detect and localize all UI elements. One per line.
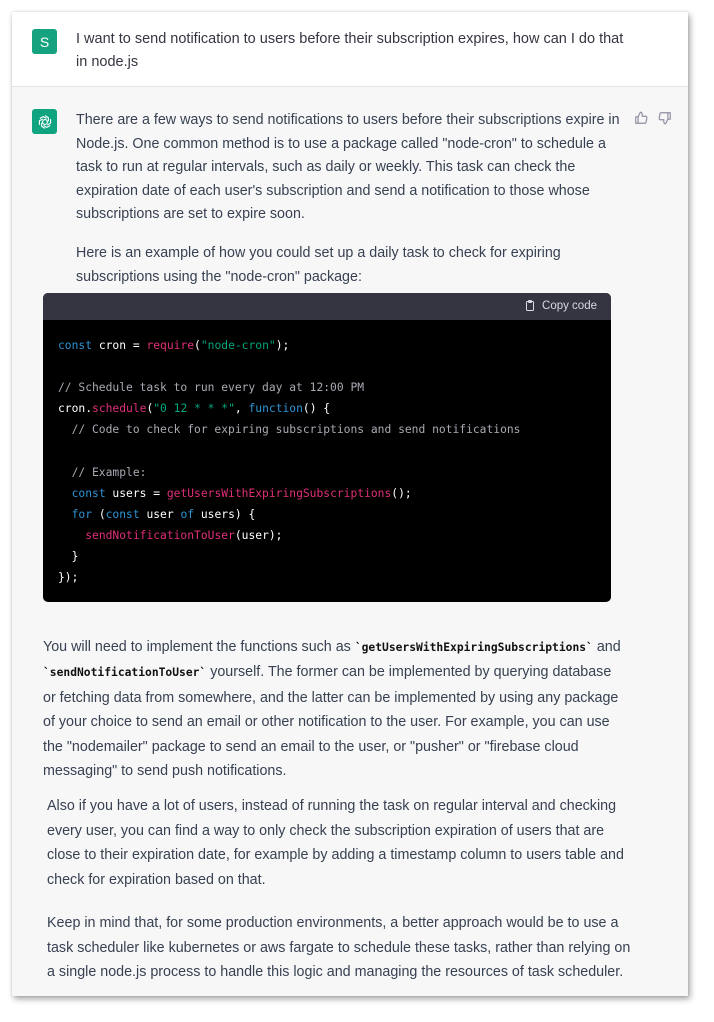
code-block — [43, 293, 611, 602]
code-line-8: const users = getUsersWithExpiringSubscriptions(); — [71, 486, 412, 500]
feedback-buttons — [634, 111, 674, 127]
user-message-text: I want to send notification to users before their subscription expires, how can I do that in node.js — [76, 31, 624, 70]
code-line-1: const cron = require("node-cron"); — [58, 339, 290, 352]
user-message-row — [12, 12, 688, 87]
clipboard-icon — [524, 299, 536, 312]
user-avatar — [32, 29, 57, 54]
assistant-intro-paragraph: There are a few ways to send notifications to users before their subscriptions expire in Node.js. One common method is to use a package called "node-cron" to schedule a task to run at regular intervals, such as daily or weekly. This task can check the expiration date of each user's subscription and send a notification to those whose subscriptions are set to expire soon. — [76, 112, 620, 223]
copy-code-button[interactable] — [524, 299, 597, 312]
code-line-10: sendNotificationToUser(user); — [85, 528, 283, 542]
code-line-4: cron.schedule("0 12 * * *", function() { — [58, 402, 331, 416]
code-block-header — [43, 293, 611, 320]
thumbs-down-icon[interactable] — [658, 111, 674, 127]
copy-code-label: Copy code — [542, 299, 597, 312]
implementation-paragraph: You will need to implement the functions such as `getUsersWithExpiringSubscriptions` and `sendNotificationToUser` yourself. The former can be implemented by querying database or fetching data from somewhere, and the latter can be implemented by using any package of your choice to send an email or other notification to the user. For example, you can use the "nodemailer" package to send an email to the user, or "pusher" or "firebase cloud messaging" to send push notifications. — [43, 639, 621, 780]
thumbs-up-icon[interactable] — [634, 111, 650, 127]
openai-logo-icon — [36, 113, 54, 131]
chat-window — [12, 12, 688, 996]
code-line-11: } — [58, 549, 79, 563]
assistant-example-intro: Here is an example of how you could set up a daily task to check for expiring subscriptions using the "node-cron" package: — [76, 245, 561, 285]
production-paragraph: Keep in mind that, for some production environments, a better approach would be to use a task scheduler like kubernetes or aws fargate to schedule these tasks, rather than relying on a single node.js process to handle this logic and managing the resources of task scheduler. — [47, 915, 631, 981]
code-line-5: // Code to check for expiring subscriptions and send notifications — [58, 423, 521, 437]
inline-code-get-users: `getUsersWithExpiringSubscriptions` — [354, 641, 593, 654]
optimization-paragraph: Also if you have a lot of users, instead of running the task on regular interval and checking every user, you can find a way to only check the subscription expiration of users that are close to their expiration date, for example by adding a timestamp column to users table and check for expiration based on that. — [47, 798, 624, 888]
code-line-9: for (const user of users) { — [71, 507, 256, 521]
assistant-avatar — [32, 109, 57, 134]
code-line-3: // Schedule task to run every day at 12:00 PM — [58, 381, 365, 395]
code-line-7: // Example: — [58, 465, 147, 479]
code-line-12: }); — [58, 571, 79, 585]
inline-code-send-notification: `sendNotificationToUser` — [43, 666, 207, 680]
code-content — [58, 335, 521, 588]
user-avatar-letter: S — [39, 33, 50, 50]
